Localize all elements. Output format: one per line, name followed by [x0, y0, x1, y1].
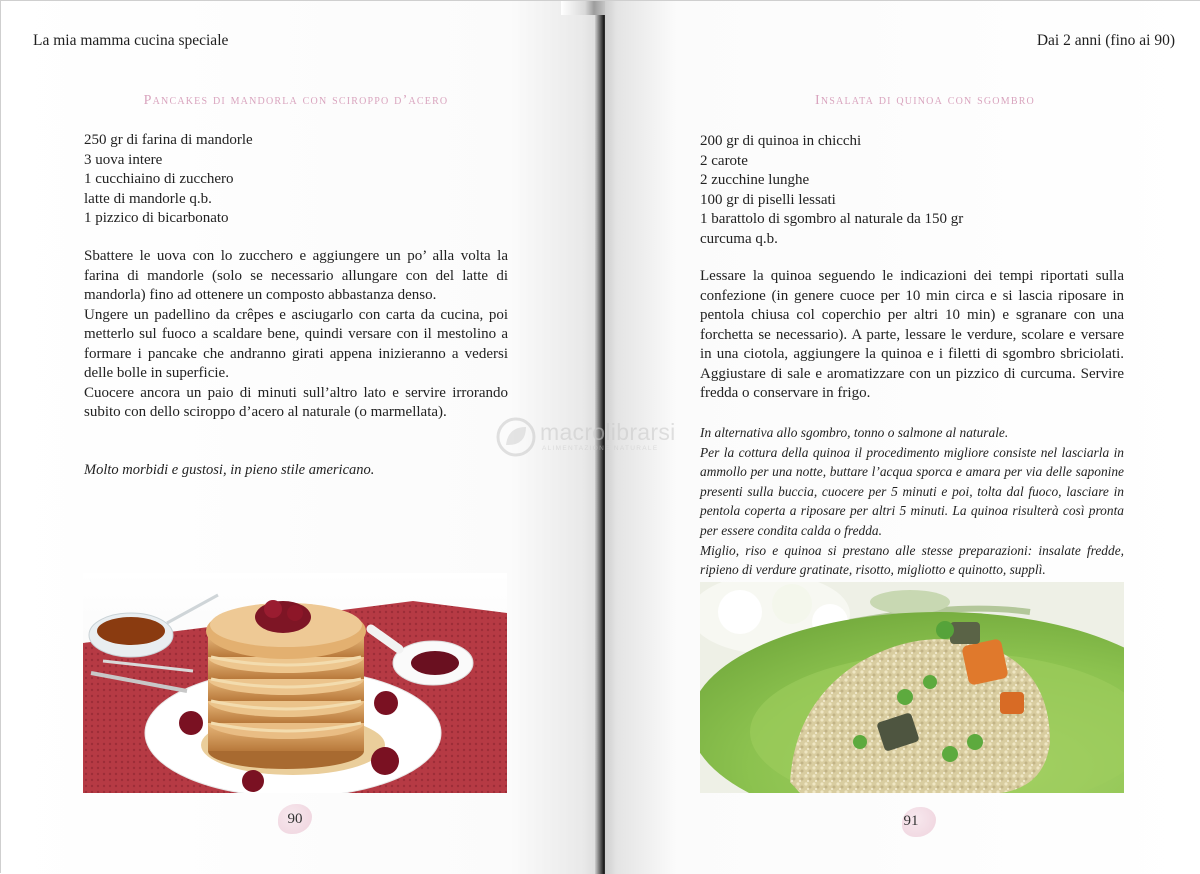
right-running-head: Dai 2 anni (fino ai 90): [1036, 32, 1175, 49]
left-page-number: 90: [287, 811, 303, 827]
note-paragraph: Per la cottura della quinoa il procedimento migliore consiste nel lasciarla in ammollo per una notte, buttare l’acqua sporca e amara per via delle saponine presenti sulla buccia, cuocere per 5 minuti e poi, tolta dal fuoco, lasciare in pentola coperta a riposare per altri 5 minuti. La quinoa risulterà così pronta per essere condita calda o fredda.: [700, 444, 1124, 538]
ingredient-item: curcuma q.b.: [700, 230, 778, 247]
ingredient-item: 1 pizzico di bicarbonato: [84, 210, 229, 227]
note-paragraph: In alternativa allo sgombro, tonno o salmone al naturale.: [700, 425, 1009, 440]
right-page: [605, 1, 1200, 874]
ingredient-item: 2 zucchine lunghe: [700, 172, 810, 189]
method-paragraph: Ungere un padellino da crêpes e asciugarlo con carta da cucina, poi metterlo sul fuoco a scaldare bene, quindi versare con il mestolino a formare i pancake che andranno girati appena inizieranno a vedersi delle bolle in superficie.: [84, 306, 508, 381]
ingredient-item: latte di mandorle q.b.: [84, 190, 212, 207]
note-paragraph: Miglio, riso e quinoa si prestano alle stesse preparazioni: insalate fredde, ripieno di verdure gratinate, risotto, migliotto e quinotto, supplì.: [700, 542, 1124, 578]
watermark-brand: macrolibrarsi: [540, 419, 676, 445]
left-running-head: La mia mamma cucina speciale: [33, 32, 229, 49]
ingredient-item: 250 gr di farina di mandorle: [84, 132, 253, 148]
ingredient-item: 2 carote: [700, 152, 748, 169]
left-method: [84, 247, 508, 423]
right-page-number: 91: [903, 813, 919, 829]
watermark: [494, 415, 694, 459]
quinoa-salad-photo: [700, 582, 1124, 793]
ingredient-item: 3 uova intere: [84, 151, 163, 168]
leaf-logo-icon: [496, 417, 536, 457]
left-note: Molto morbidi e gustosi, in pieno stile americano.: [84, 462, 375, 478]
pancakes-illustration: [83, 573, 507, 793]
ingredient-item: 200 gr di quinoa in chicchi: [700, 133, 862, 149]
method-paragraph: Cuocere ancora un paio di minuti sull’altro lato e servire irrorando subito con dello sciroppo d’acero al naturale (o marmellata).: [84, 384, 508, 420]
right-notes: [700, 423, 1124, 580]
ingredient-item: 100 gr di piselli lessati: [700, 191, 836, 208]
right-method: [700, 267, 1124, 404]
ingredient-item: 1 barattolo di sgombro al naturale da 150 gr: [700, 211, 964, 228]
pancakes-photo: [83, 573, 507, 793]
method-paragraph: Lessare la quinoa seguendo le indicazioni dei tempi riportati sulla confezione (in genere cuoce per 10 min circa e si lascia riposare in pentola chiusa col coperchio per altri 10 min) e sgranare con una forchetta se necessario). A parte, lessare le verdure, scolare e versare in una ciotola, aggiungere la quinoa e i filetti di sgombro sbriciolati. Aggiustare di sale e aromatizzare con un pizzico di curcuma. Servire fredda o conservare in frigo.: [700, 268, 1124, 401]
right-ingredients-list: [700, 132, 963, 250]
left-ingredients-list: [84, 131, 253, 229]
method-paragraph: Sbattere le uova con lo zucchero e aggiungere un po’ alla volta la farina di mandorle (solo se necessario allungare con del latte di mandorla) fino ad ottenere un composto abbastanza denso.: [84, 248, 508, 303]
ingredient-item: 1 cucchiaino di zucchero: [84, 171, 234, 188]
watermark-tagline: ALIMENTAZIONE NATURALE: [542, 445, 659, 452]
quinoa-illustration: [700, 582, 1124, 793]
right-recipe-title: Insalata di quinoa con sgombro: [815, 93, 1035, 108]
left-recipe-title: Pancakes di mandorla con sciroppo d’acero: [143, 93, 449, 108]
